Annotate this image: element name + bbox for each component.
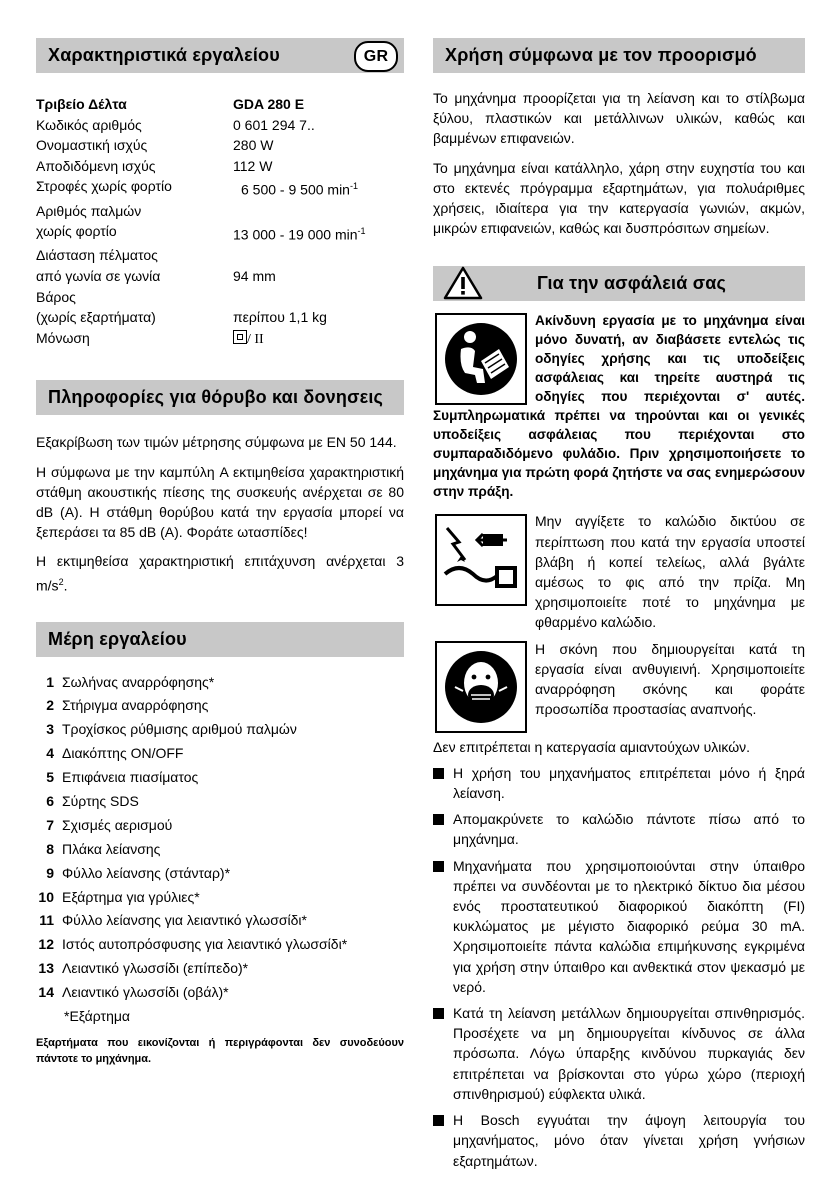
list-item: 10 Εξάρτημα για γρύλιες* (38, 888, 200, 905)
spec-row: Αποδιδόμενη ισχύς 112 W (36, 157, 273, 174)
list-item: 3 Τροχίσκος ρύθμισης αριθμού παλμών (46, 721, 297, 738)
list-item: 8 Πλάκα λείανσης (46, 840, 161, 857)
safety-bullet-list (433, 763, 805, 1171)
list-item: 4 Διακόπτης ON/OFF (46, 745, 184, 762)
parts-header (36, 622, 404, 657)
noise-title: Πληροφορίες για θόρυβο και δονησεις (48, 387, 384, 408)
bullet-square-icon (433, 768, 444, 779)
list-item: 6 Σύρτης SDS (46, 792, 139, 809)
spec-row: Κωδικός αριθμός 0 601 294 7.. (36, 116, 315, 133)
bullet-square-icon (433, 1008, 444, 1019)
use-paragraph: Το μηχάνημα προορίζεται για τη λείανση και το στίλβωμα ξύλου, πλαστικών και μετάλλινων υλικών, καθώς και βαμμένων επιφανειών. (433, 90, 805, 147)
language-badge: GR (354, 41, 398, 72)
spec-row: Ονομαστική ισχύς 280 W (36, 137, 274, 154)
list-item: 12 Ιστός αυτοπρόσφυσης για λειαντικό γλωσσίδι* (38, 936, 348, 953)
characteristics-title: Χαρακτηριστικά εργαλείου (48, 45, 280, 65)
list-item: Η Bosch εγγυάται την άψογη λειτουργία του μηχανήματος, μόνο όταν γίνεται χρήση γνήσιων εξαρτημάτων. (433, 1110, 805, 1171)
accessories-note: Εξαρτήματα που εικονίζονται ή περιγράφονται δεν συνοδεύουν πάντοτε το μηχάνημα. (36, 1036, 404, 1065)
spec-row: Στροφές χωρίς φορτίο 6 500 - 9 500 $\min^{-1}$ (36, 178, 358, 199)
warning-triangle-icon (443, 266, 483, 300)
list-item: *Εξάρτημα (64, 1007, 131, 1024)
spec-row: Βάρος (36, 288, 76, 305)
noise-header (36, 380, 404, 415)
bullet-square-icon (433, 861, 444, 872)
spec-row: Διάσταση πέλματος (36, 247, 158, 264)
safety-title: Για την ασφάλειά σας (537, 273, 727, 294)
cable-warning-text: Μην αγγίξετε το καλώδιο δικτύου σε περίπτωση που κατά την εργασία υποστεί βλάβη ή κοπεί τελείως, αλλά βγάλτε αμέσως το φις από την πρίζα. Μη χρησιμοποιείτε ποτέ το μηχάνημα με φθαρμένο καλώδιο. (535, 513, 805, 631)
dust-warning-text: Η σκόνη που δημιουργείται κατά τη εργασία είναι ανθυγιεινή. Χρησιμοποιείτε αναρρόφηση σκόνης και φοράτε προσωπίδα προστασίας αναπνοής. (535, 640, 805, 718)
list-item: Μηχανήματα που χρησιμοποιούνται στην ύπαιθρο πρέπει να συνδέονται με το ηλεκτρικό δίκτυο δια μέσου ενός προστατευτικού διαφορικού διακόπτη (FI) κυκλώματος με μέγιστο διαφορικό ρεύμα 30 mA. Χρησιμοποιείτε πάντα καλώδια επιμήκυνσης εγκριμένα για χρήση στην ύπαιθρο και ανθεκτικά στον ψεκασμό με νερό. (433, 856, 805, 997)
safety-header (433, 266, 805, 301)
safety-intro-text: Ακίνδυνη εργασία με το μηχάνημα είναι μόνο δυνατή, αν διαβάσετε εντελώς τις οδηγίες χρήσης και τις υποδείξεις ασφάλειας και τηρείτε αυστηρά τις οδηγίες που περιέχονται σ' αυτές. Συμπληρωματικά πρέπει να τηρούνται και οι γενικές υποδείξεις ασφάλειας που περιέχονται στο συμπαραδιδόμενο φυλάδιο. Πριν χρησιμοποιήσετε το μηχάνημα για πρώτη φορά ζητήστε να σας ενημερώσουν στην πράξη. (433, 313, 805, 500)
right-column (433, 38, 805, 1171)
spec-row: χωρίς φορτίο 13 000 - 19 000 $\min^{-1}$ (36, 223, 366, 243)
list-item: 5 Επιφάνεια πιασίματος (46, 769, 199, 786)
respirator-mask-icon (435, 641, 527, 733)
parts-list (36, 672, 404, 1026)
list-item: Κατά τη λείανση μετάλλων δημιουργείται σπινθηρισμός. Προσέχετε να μη δημιουργείται κίνδυνος σε άλλα πρόσωπα. Λόγω ύπαρξης κινδύνου πυρκαγιάς δεν επιτρέπεται να βρίσκονται στο γύρω χώρο (περιοχή σπινθηρισμού) εύφλεκτα υλικά. (433, 1003, 805, 1104)
asbestos-warning: Δεν επιτρέπεται η κατεργασία αμιαντούχων υλικών. (433, 738, 751, 755)
spec-row: Τριβείο Δέλτα GDA 280 E (36, 96, 305, 112)
noise-paragraph: Η σύμφωνα με την καμπύλη A εκτιμηθείσα χαρακτηριστική στάθμη ακουστικής πίεσης της συσκευής ανέρχεται σε 80 dB (A). Η στάθμη θορύβου κατά την εργασία μπορεί να ξεπεράσει τα 85 dB (A). Φοράτε ωτασπίδες! (36, 463, 404, 541)
list-item: Η χρήση του μηχανήματος επιτρέπεται μόνο ή ξηρά λείανση. (433, 763, 805, 803)
spec-table (36, 94, 404, 350)
list-item: 11 Φύλλο λείανσης για λειαντικό γλωσσίδι* (39, 912, 307, 929)
spec-row: Μόνωση / II (36, 329, 264, 347)
cable-damage-icon (435, 514, 527, 606)
parts-title: Μέρη εργαλείου (48, 628, 187, 649)
intended-use-header (433, 38, 805, 73)
noise-paragraph: Εξακρίβωση των τιμών μέτρησης σύμφωνα με EN 50 144. (36, 434, 397, 451)
list-item: 9 Φύλλο λείανσης (στάνταρ)* (46, 864, 231, 881)
dust-warning (433, 639, 805, 735)
bullet-square-icon (433, 814, 444, 825)
safety-intro (433, 311, 805, 501)
spec-row: από γωνία σε γωνία 94 mm (36, 268, 276, 285)
double-insulation-icon (233, 330, 247, 344)
list-item: 13 Λειαντικό γλωσσίδι (επίπεδο)* (38, 960, 249, 977)
read-manual-icon (435, 313, 527, 405)
intended-use-title: Χρήση σύμφωνα με τον προορισμό (445, 45, 757, 65)
spec-row: (χωρίς εξαρτήματα) περίπου 1,1 kg (36, 309, 327, 326)
use-paragraph: Το μηχάνημα είναι κατάλληλο, χάρη στην ευχηστία του και στο εκτενές πρόγραμμα εξαρτημάτων, για πολυάριθμες χρήσεις, ιδιαίτερα για την κατεργασία γωνιών, ακμών, μικρών επιφανειών, καθώς και δυσπρόσιτων σημείων. (433, 159, 805, 237)
list-item: Απομακρύνετε το καλώδιο πάντοτε πίσω από το μηχάνημα. (433, 809, 805, 849)
list-item: 14 Λειαντικό γλωσσίδι (οβάλ)* (38, 984, 229, 1001)
list-item: 2 Στήριγμα αναρρόφησης (46, 697, 209, 714)
left-column (36, 38, 404, 1078)
list-item: 1 Σωλήνας αναρρόφησης* (46, 673, 215, 690)
spec-row: Αριθμός παλμών (36, 202, 142, 219)
characteristics-header (36, 38, 404, 73)
list-item: 7 Σχισμές αερισμού (46, 816, 173, 833)
noise-paragraph: Η εκτιμηθείσα χαρακτηριστική επιτάχυνση ανέρχεται 3 $m/s^2$. (36, 553, 404, 594)
bullet-square-icon (433, 1115, 444, 1126)
cable-warning (433, 511, 805, 632)
